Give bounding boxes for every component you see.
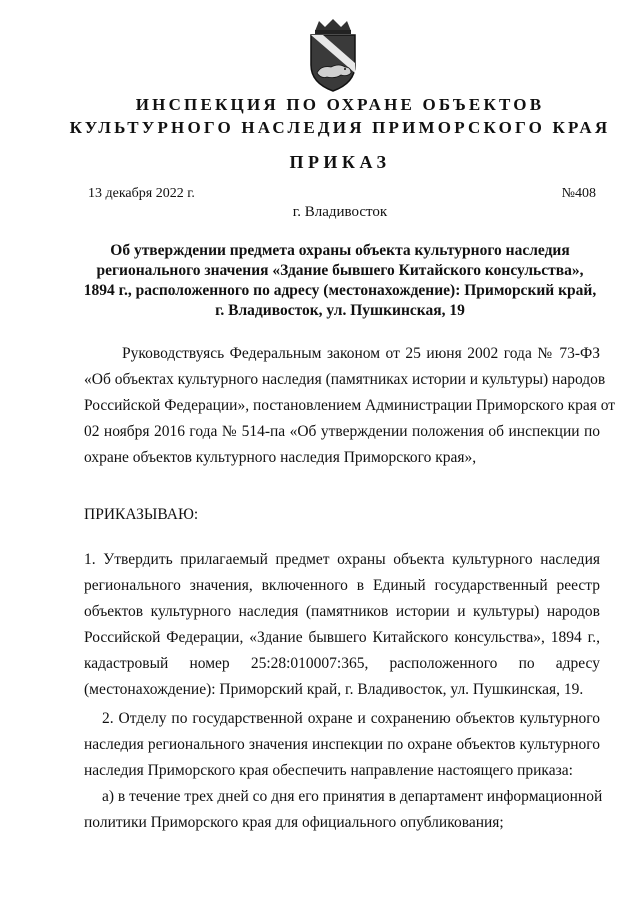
organization-name-line-1: ИНСПЕКЦИЯ ПО ОХРАНЕ ОБЪЕКТОВ (135, 95, 545, 114)
title-line: регионального значения «Здание бывшего Китайского консульства», (96, 262, 584, 279)
document-date: 13 декабря 2022 г. (88, 186, 195, 201)
item-1-line: регионального значения, включенного в Единый государственный реестр (84, 577, 600, 594)
item-2-line: наследия Приморского края обеспечить направление настоящего приказа: (84, 762, 573, 779)
item-2-line: наследия регионального значения инспекции по охране объектов культурного (84, 736, 600, 753)
order-word: ПРИКАЗЫВАЮ: (84, 506, 199, 523)
organization-name-line-2: КУЛЬТУРНОГО НАСЛЕДИЯ ПРИМОРСКОГО КРАЯ (69, 118, 611, 137)
item-2-subitem-a-line: а) в течение трех дней со дня его принятия в департамент информационной (102, 788, 603, 805)
coat-of-arms-icon (301, 17, 365, 93)
title-line: 1894 г., расположенного по адресу (местонахождение): Приморский край, (83, 282, 597, 299)
preamble-line: Российской Федерации», постановлением Администрации Приморского края от (84, 397, 616, 414)
item-1-paragraph (84, 547, 600, 703)
item-1-line: Российской Федерации, «Здание бывшего Китайского консульства», 1894 г., (84, 629, 600, 646)
item-2-paragraph (84, 706, 603, 836)
item-2-line: 2. Отделу по государственной охране и сохранению объектов культурного (102, 710, 600, 727)
item-1-line: (местонахождение): Приморский край, г. Владивосток, ул. Пушкинская, 19. (84, 681, 584, 698)
title-line: Об утверждении предмета охраны объекта культурного наследия (110, 242, 570, 259)
preamble-line: Руководствуясь Федеральным законом от 25 июня 2002 года № 73-ФЗ (122, 345, 600, 362)
document-type: ПРИКАЗ (289, 152, 391, 172)
item-1-line: 1. Утвердить прилагаемый предмет охраны объекта культурного наследия (84, 551, 600, 568)
item-2-subitem-a-line: политики Приморского края для официального опубликования; (84, 814, 504, 831)
document-city: г. Владивосток (292, 204, 388, 220)
item-1-line: объектов культурного наследия (памятников истории и культуры) народов (84, 603, 600, 620)
preamble-line: охране объектов культурного наследия Приморского края», (84, 449, 477, 466)
item-1-line: кадастровый номер 25:28:010007:365, расположенного по адресу (84, 655, 600, 672)
preamble-line: «Об объектах культурного наследия (памятниках истории и культуры) народов (84, 371, 606, 388)
title-line: г. Владивосток, ул. Пушкинская, 19 (215, 302, 465, 319)
preamble-paragraph (84, 341, 616, 471)
document-number: №408 (561, 186, 596, 201)
preamble-line: 02 ноября 2016 года № 514-па «Об утверждении положения об инспекции по (84, 423, 600, 440)
document-title (70, 241, 610, 321)
